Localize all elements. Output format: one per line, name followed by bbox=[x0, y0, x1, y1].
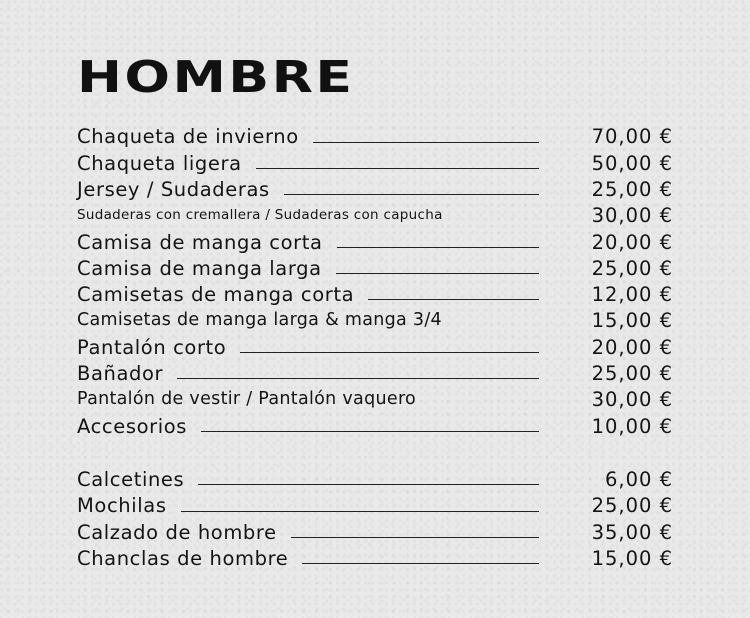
item-label: Sudaderas con cremallera / Sudaderas con capucha bbox=[77, 207, 443, 224]
leader-line bbox=[284, 194, 539, 195]
item-label: Chaqueta de invierno bbox=[77, 125, 299, 149]
item-price: 35,00 € bbox=[591, 520, 673, 544]
price-row bbox=[77, 229, 673, 255]
price-row bbox=[77, 255, 673, 281]
price-row bbox=[77, 124, 673, 150]
price-row bbox=[77, 203, 673, 229]
item-label: Bañador bbox=[77, 362, 164, 386]
leader-line bbox=[177, 378, 539, 379]
price-row bbox=[77, 177, 673, 203]
price-row bbox=[77, 334, 673, 360]
section-gap bbox=[77, 440, 673, 467]
item-label: Mochilas bbox=[77, 494, 167, 518]
item-price: 15,00 € bbox=[591, 309, 673, 333]
item-label: Pantalón de vestir / Pantalón vaquero bbox=[77, 389, 417, 410]
item-price: 12,00 € bbox=[591, 283, 673, 307]
item-price: 30,00 € bbox=[591, 388, 673, 412]
item-label: Camisetas de manga corta bbox=[77, 283, 355, 307]
item-label: Jersey / Sudaderas bbox=[77, 177, 270, 201]
price-row bbox=[77, 467, 673, 493]
leader-line bbox=[240, 352, 539, 353]
leader-line bbox=[302, 563, 539, 564]
item-price: 15,00 € bbox=[591, 546, 673, 570]
price-row bbox=[77, 282, 673, 308]
item-price: 10,00 € bbox=[591, 414, 673, 438]
item-label: Calcetines bbox=[77, 467, 185, 491]
item-label: Camisetas de manga larga & manga 3/4 bbox=[77, 310, 442, 331]
price-row bbox=[77, 413, 673, 439]
item-price: 25,00 € bbox=[591, 362, 673, 386]
item-label: Accesorios bbox=[77, 414, 188, 438]
leader-line bbox=[291, 537, 539, 538]
item-price: 25,00 € bbox=[591, 177, 673, 201]
item-price: 6,00 € bbox=[604, 467, 673, 491]
price-row bbox=[77, 387, 673, 413]
page-title: HOMBRE bbox=[77, 52, 355, 103]
price-row bbox=[77, 308, 673, 334]
leader-line bbox=[337, 247, 539, 248]
price-row bbox=[77, 150, 673, 176]
item-price: 20,00 € bbox=[591, 230, 673, 254]
item-label: Chanclas de hombre bbox=[77, 546, 289, 570]
item-price: 20,00 € bbox=[591, 335, 673, 359]
price-row bbox=[77, 493, 673, 519]
item-label: Chaqueta ligera bbox=[77, 151, 242, 175]
leader-line bbox=[256, 168, 539, 169]
item-label: Pantalón corto bbox=[77, 335, 227, 359]
item-price: 50,00 € bbox=[591, 151, 673, 175]
price-row bbox=[77, 545, 673, 571]
leader-line bbox=[181, 511, 539, 512]
price-list bbox=[77, 124, 673, 572]
item-price: 30,00 € bbox=[591, 204, 673, 228]
leader-line bbox=[201, 431, 539, 432]
leader-line bbox=[313, 142, 539, 143]
item-label: Camisa de manga larga bbox=[77, 256, 322, 280]
item-label: Calzado de hombre bbox=[77, 520, 277, 544]
item-label: Camisa de manga corta bbox=[77, 230, 323, 254]
item-price: 25,00 € bbox=[591, 494, 673, 518]
leader-line bbox=[368, 299, 539, 300]
item-price: 25,00 € bbox=[591, 256, 673, 280]
leader-line bbox=[336, 273, 539, 274]
item-price: 70,00 € bbox=[591, 125, 673, 149]
price-row bbox=[77, 361, 673, 387]
leader-line bbox=[198, 484, 539, 485]
price-row bbox=[77, 519, 673, 545]
